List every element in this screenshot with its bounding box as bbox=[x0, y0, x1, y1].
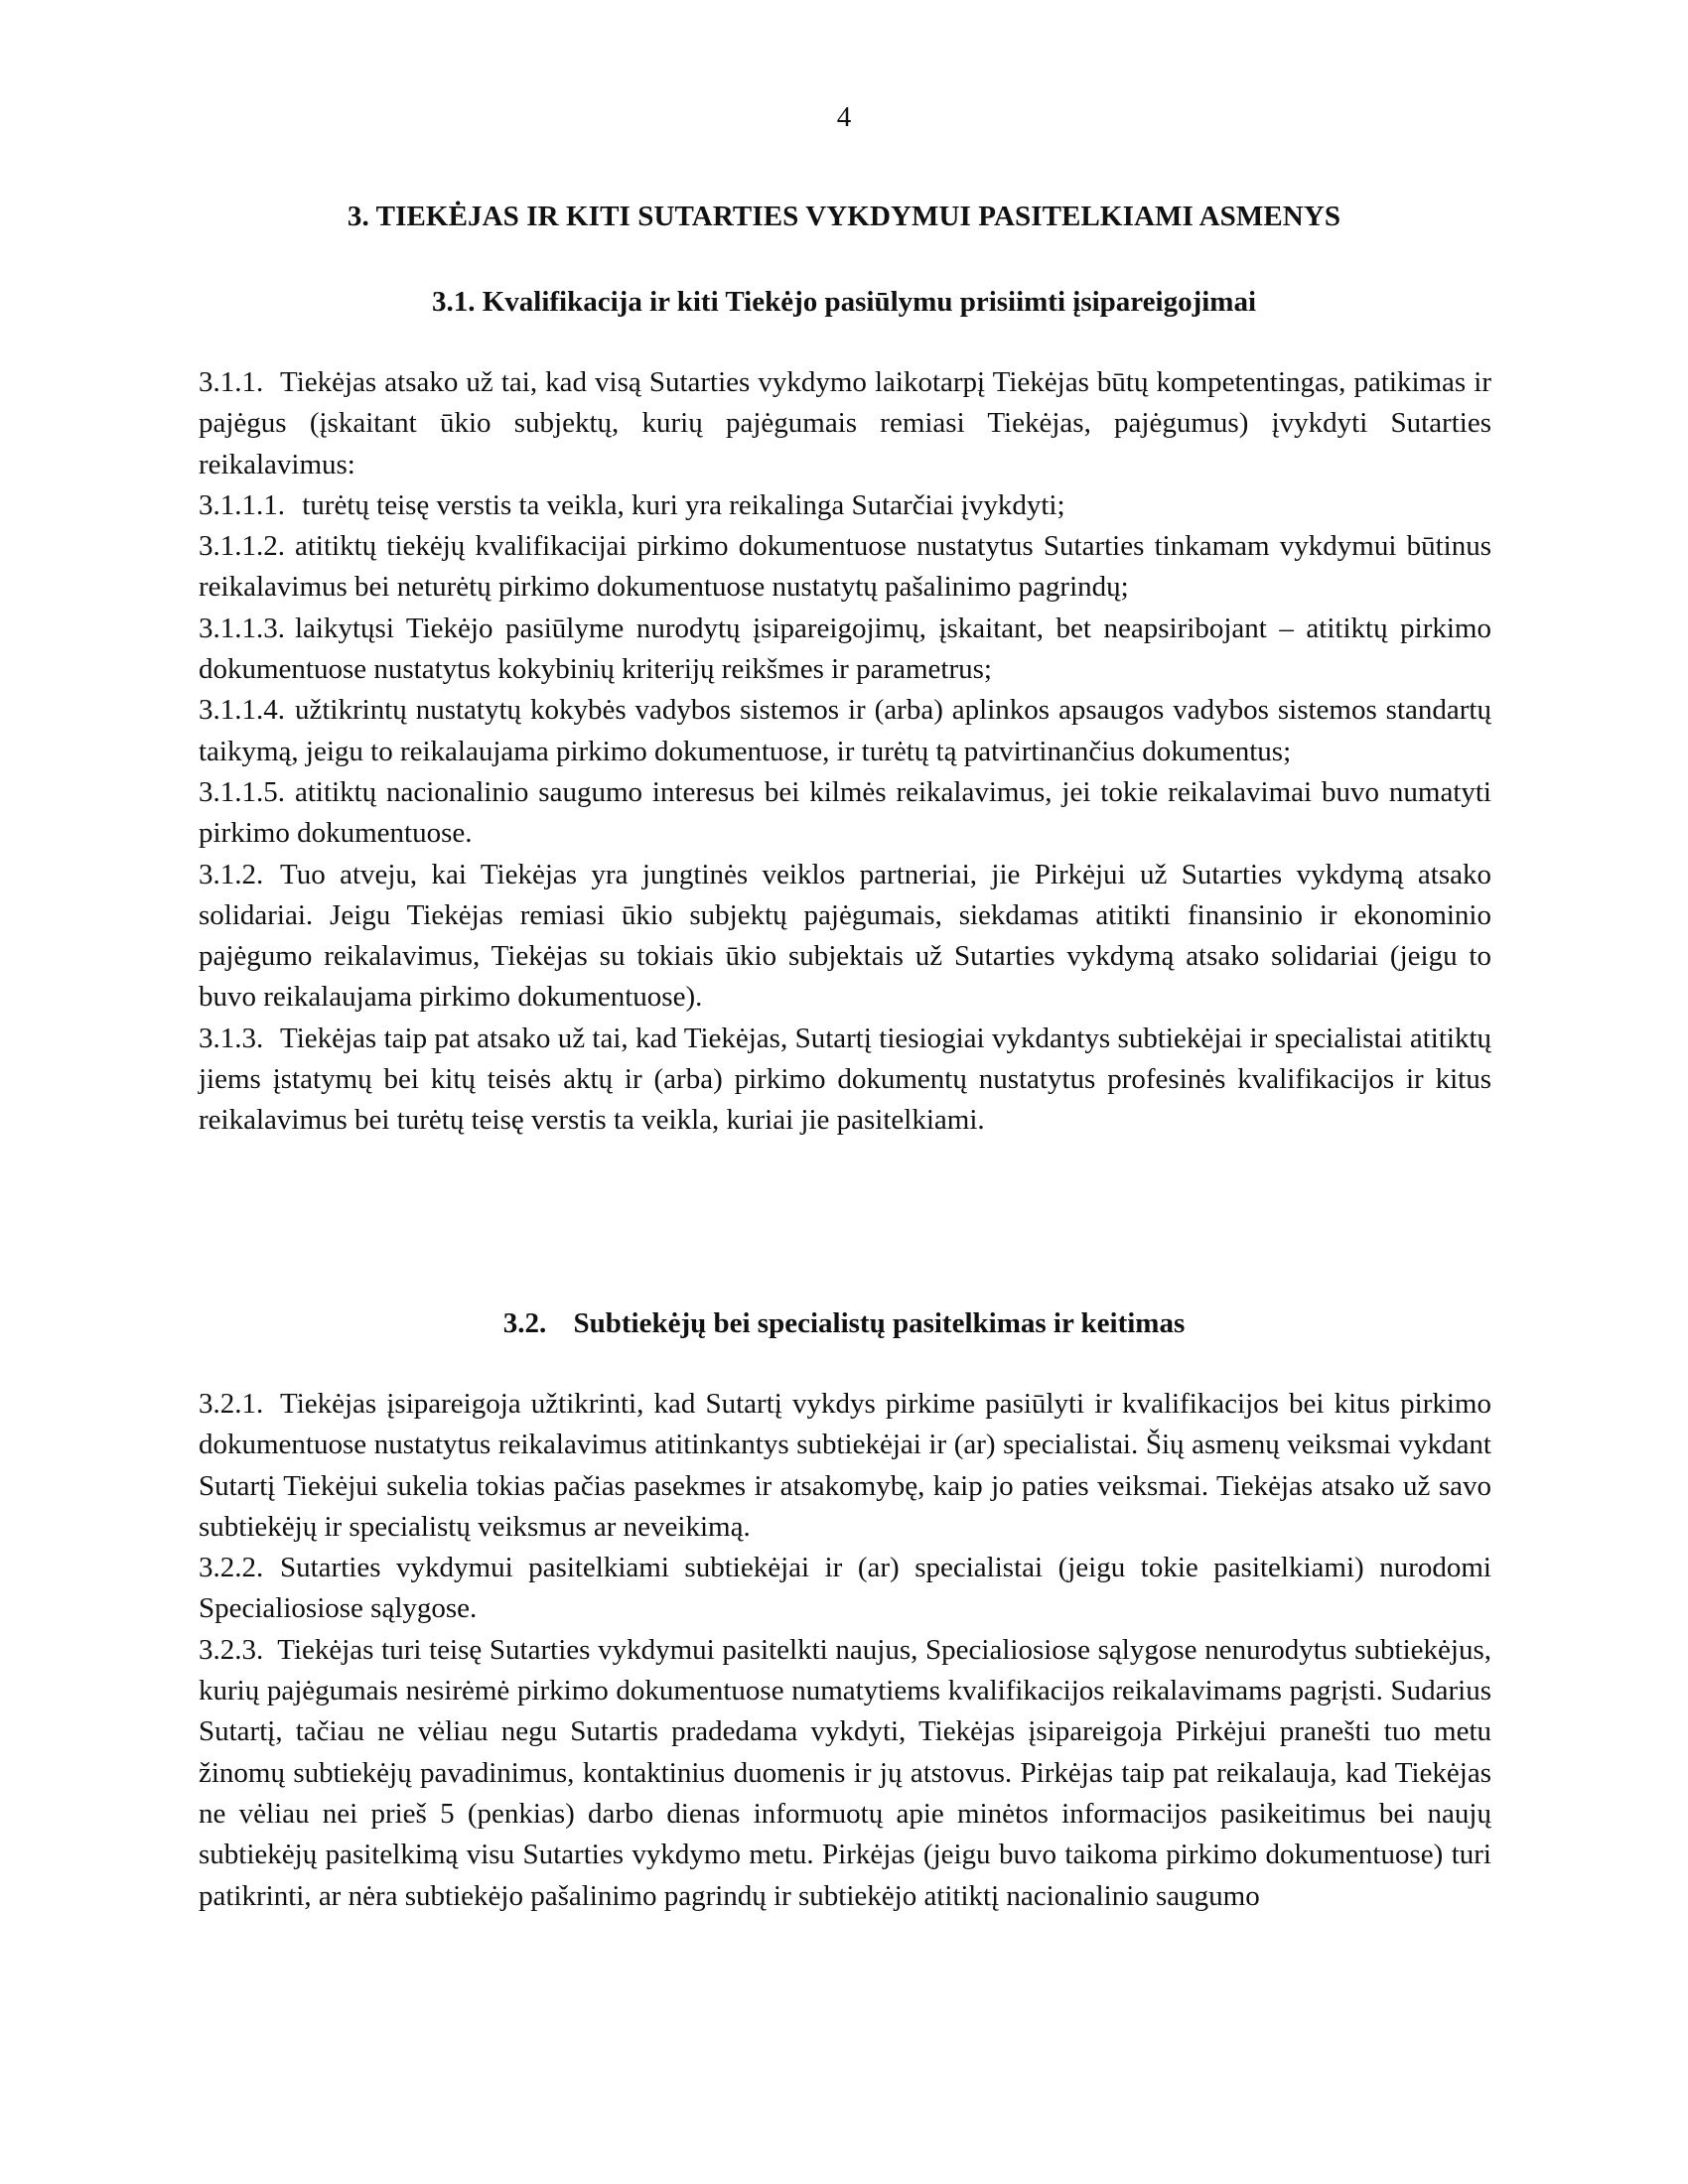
clause-3-2-1 bbox=[199, 1384, 1491, 1548]
clause-number: 3.1.3. bbox=[199, 1022, 264, 1054]
clause-number: 3.1.1. bbox=[199, 366, 264, 398]
clause-text: atitiktų tiekėjų kvalifikacijai pirkimo dokumentuose nustatytus Sutarties tinkamam vykdymui būtinus reikalavimus bei neturėtų pirkimo dokumentuose nustatytų pašalinimo pagrindų; bbox=[199, 530, 1491, 604]
clause-number: 3.2.2. bbox=[199, 1552, 264, 1584]
clause-3-1-1-2 bbox=[199, 526, 1491, 609]
subsection-number: 3.1. bbox=[431, 286, 476, 318]
clause-number: 3.1.2. bbox=[199, 858, 264, 890]
clause-3-1-1-1 bbox=[199, 485, 1491, 526]
subsection-title: Kvalifikacija ir kiti Tiekėjo pasiūlymu prisiimti įsipareigojimai bbox=[482, 286, 1257, 318]
subsection-body-3-2 bbox=[199, 1384, 1491, 1917]
clause-text: Tuo atveju, kai Tiekėjas yra jungtinės veiklos partneriai, jie Pirkėjui už Sutarties vykdymą atsako solidariai. Jeigu Tiekėjas remiasi ūkio subjektų pajėgumais, siekdamas atitikti finansinio ir ekonominio pajėgumo reikalavimus, Tiekėjas su tokiais ūkio subjektais už Sutarties vykdymą atsako solidariai (jeigu to buvo reikalaujama pirkimo dokumentuose). bbox=[199, 858, 1491, 1014]
page-number: 4 bbox=[836, 101, 852, 133]
section-heading bbox=[0, 197, 1688, 236]
section-title: TIEKĖJAS IR KITI SUTARTIES VYKDYMUI PASITELKIAMI ASMENYS bbox=[375, 201, 1341, 232]
clause-3-1-2 bbox=[199, 855, 1491, 1019]
clause-number: 3.1.1.3. bbox=[199, 612, 285, 644]
clause-3-2-3 bbox=[199, 1630, 1491, 1917]
clause-text: laikytųsi Tiekėjo pasiūlyme nurodytų įsipareigojimų, įskaitant, bet neapsiribojant – atitiktų pirkimo dokumentuose nustatytus kokybinių kriterijų reikšmes ir parametrus; bbox=[199, 612, 1491, 686]
clause-text: Tiekėjas atsako už tai, kad visą Sutarties vykdymo laikotarpį Tiekėjas būtų kompetentingas, patikimas ir pajėgus (įskaitant ūkio subjektų, kurių pajėgumais remiasi Tiekėjas, pajėgumus) įvykdyti Sutarties reikalavimus: bbox=[199, 366, 1491, 480]
clause-number: 3.1.1.4. bbox=[199, 694, 285, 727]
clause-3-2-2 bbox=[199, 1548, 1491, 1630]
clause-number: 3.2.1. bbox=[199, 1388, 264, 1420]
clause-3-1-1-4 bbox=[199, 690, 1491, 772]
clause-text: užtikrintų nustatytų kokybės vadybos sistemos ir (arba) aplinkos apsaugos vadybos sistemos standartų taikymą, jeigu to reikalaujama pirkimo dokumentuose, ir turėtų tą patvirtinančius dokumentus; bbox=[199, 694, 1491, 767]
clause-number: 3.1.1.1. bbox=[199, 488, 285, 521]
clause-3-1-3 bbox=[199, 1019, 1491, 1142]
clause-3-1-1-5 bbox=[199, 772, 1491, 855]
clause-number: 3.1.1.5. bbox=[199, 775, 285, 808]
clause-text: Tiekėjas įsipareigoja užtikrinti, kad Sutartį vykdys pirkime pasiūlyti ir kvalifikacijos bei kitus pirkimo dokumentuose nustatytus reikalavimus atitinkantys subtiekėjai ir (ar) specialistai. Šių asmenų veiksmai vykdant Sutartį Tiekėjui sukelia tokias pačias pasekmes ir atsakomybę, kaip jo paties veiksmai. Tiekėjas atsako už savo subtiekėjų ir specialistų veiksmus ar neveikimą. bbox=[199, 1388, 1491, 1543]
subsection-number: 3.2. bbox=[502, 1307, 547, 1339]
clause-text: atitiktų nacionalinio saugumo interesus bei kilmės reikalavimus, jei tokie reikalavimai buvo numatyti pirkimo dokumentuose. bbox=[199, 775, 1491, 850]
clause-text: Tiekėjas taip pat atsako už tai, kad Tiekėjas, Sutartį tiesiogiai vykdantys subtiekėjai ir specialistai atitiktų jiems įstatymų bei kitų teisės aktų ir (arba) pirkimo dokumentų nustatytus profesinės kvalifikacijos ir kitus reikalavimus bei turėtų teisę verstis ta veikla, kuriai jie pasitelkiami. bbox=[199, 1022, 1491, 1137]
clause-3-1-1-3 bbox=[199, 609, 1491, 691]
subsection-body-3-1 bbox=[199, 362, 1491, 1142]
clause-number: 3.1.1.2. bbox=[199, 530, 285, 563]
subsection-heading-3-2 bbox=[0, 1303, 1688, 1343]
clause-text: Sutarties vykdymui pasitelkiami subtiekėjai ir (ar) specialistai (jeigu tokie pasitelkiami) nurodomi Specialiosiose sąlygose. bbox=[199, 1552, 1491, 1625]
clause-3-1-1 bbox=[199, 362, 1491, 485]
clause-number: 3.2.3. bbox=[199, 1633, 264, 1666]
subsection-title: Subtiekėjų bei specialistų pasitelkimas ir keitimas bbox=[573, 1307, 1186, 1339]
clause-text: Tiekėjas turi teisę Sutarties vykdymui pasitelkti naujus, Specialiosiose sąlygose nenurodytus subtiekėjus, kurių pajėgumais nesirėmė pirkimo dokumentuose numatytiems kvalifikacijos reikalavimams pagrįsti. Sudarius Sutartį, tačiau ne vėliau negu Sutartis pradedama vykdyti, Tiekėjas įsipareigoja Pirkėjui pranešti tuo metu žinomų subtiekėjų pavadinimus, kontaktinius duomenis ir jų atstovus. Pirkėjas taip pat reikalauja, kad Tiekėjas ne vėliau nei prieš 5 (penkias) darbo dienas informuotų apie minėtos informacijos pasikeitimus bei naujų subtiekėjų pasitelkimą visu Sutarties vykdymo metu. Pirkėjas (jeigu buvo taikoma pirkimo dokumentuose) turi patikrinti, ar nėra subtiekėjo pašalinimo pagrindų ir subtiekėjo atitiktį nacionalinio saugumo bbox=[199, 1633, 1491, 1912]
clause-text: turėtų teisę verstis ta veikla, kuri yra reikalinga Sutarčiai įvykdyti; bbox=[302, 488, 1065, 521]
section-number: 3. bbox=[347, 201, 369, 232]
subsection-heading-3-1 bbox=[0, 282, 1688, 322]
